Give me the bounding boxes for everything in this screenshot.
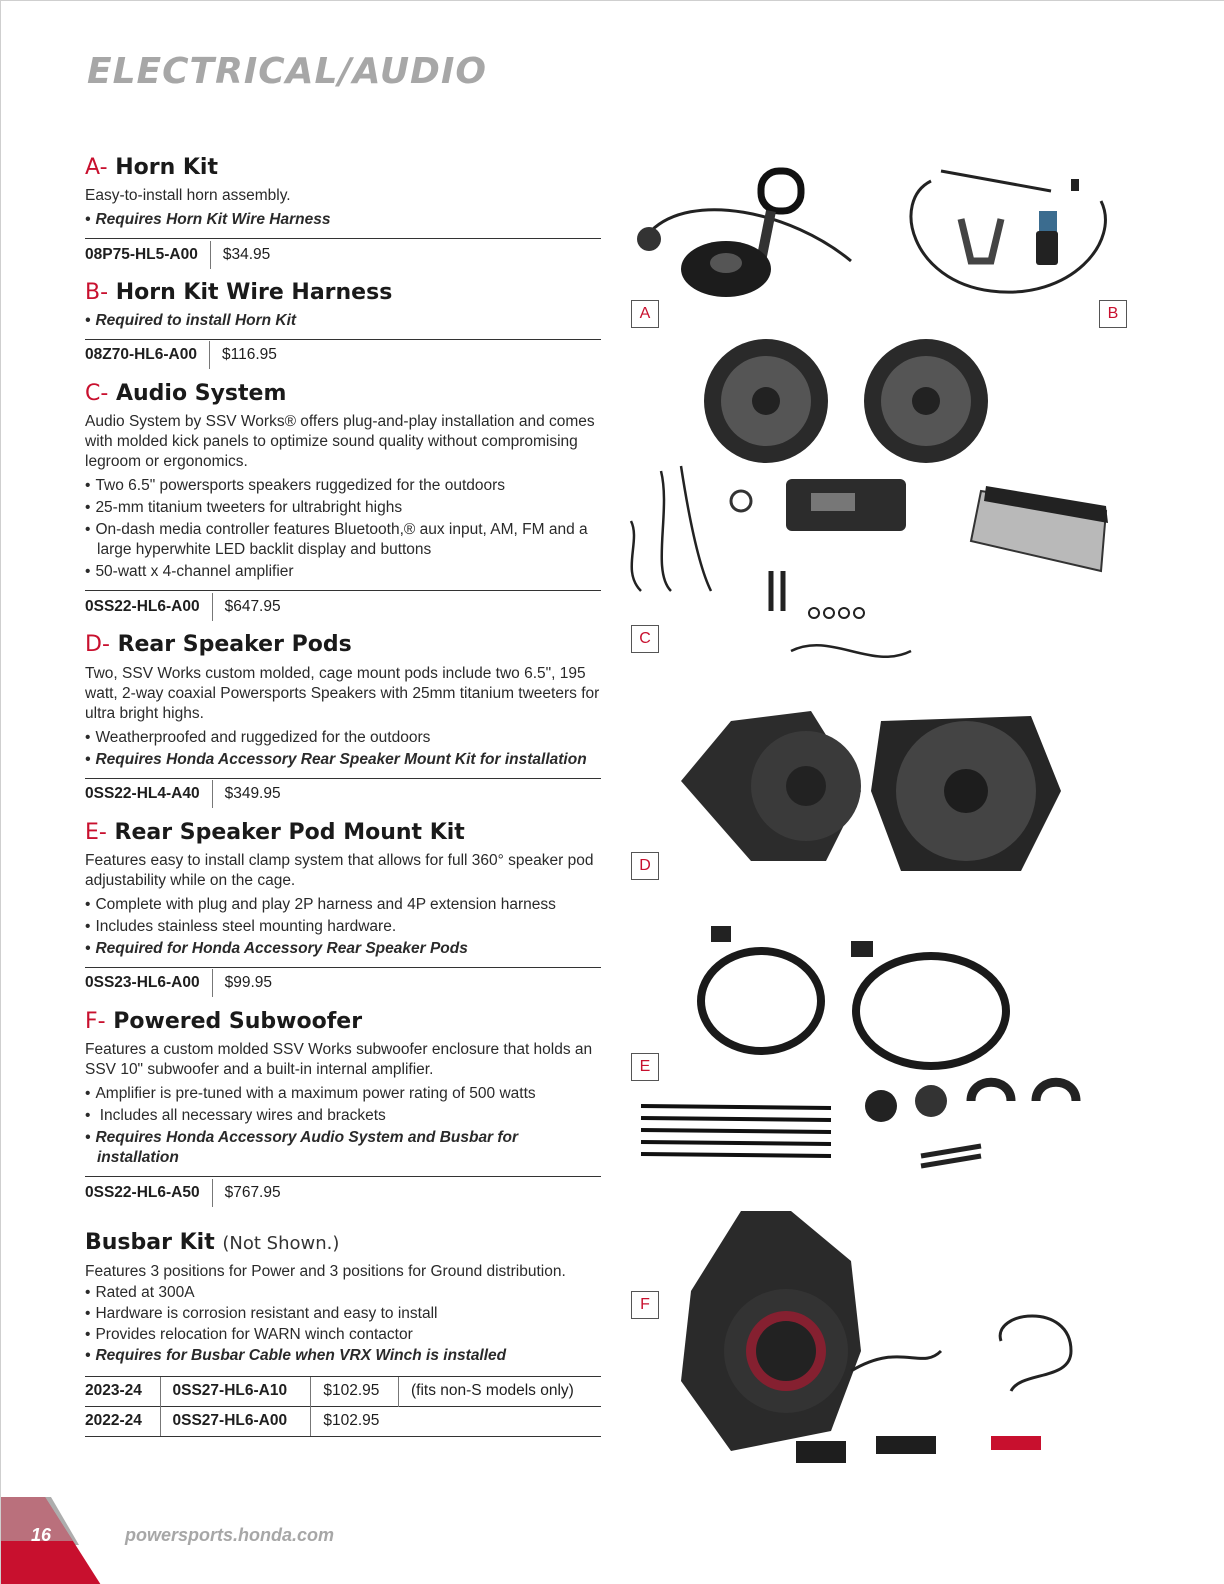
section-rear-speaker-pods: [85, 632, 601, 809]
feature-list: [85, 1283, 601, 1366]
price: $99.95: [224, 974, 272, 992]
feature-item: • Provides relocation for WARN winch contactor: [85, 1325, 601, 1345]
price: $34.95: [222, 245, 271, 263]
feature-item: • Includes stainless steel mounting hardware.: [85, 917, 601, 937]
busbar-parts-table: [85, 1376, 601, 1437]
powered-subwoofer-photo: [681, 1211, 1071, 1463]
part-row: [85, 339, 601, 371]
price: $767.95: [224, 1183, 281, 1201]
feature-item: • Required to install Horn Kit: [85, 311, 601, 331]
fitment-note: [398, 1406, 601, 1436]
model-years: 2022-24: [85, 1406, 160, 1436]
feature-list: [85, 476, 601, 582]
section-name: Powered Subwoofer: [113, 1008, 363, 1034]
image-label-a: A: [631, 300, 659, 328]
feature-item: • Rated at 300A: [85, 1283, 601, 1303]
part-number: 0SS22-HL4-A40: [85, 780, 213, 808]
section-horn-kit-wire-harness: [85, 280, 601, 370]
section-description: Features easy to install clamp system that allows for full 360° speaker pod adjustability while on the cage.: [85, 851, 594, 889]
section-title: [85, 155, 601, 181]
feature-item: • Required for Honda Accessory Rear Speaker Pods: [85, 939, 601, 959]
part-row: [85, 778, 601, 810]
feature-list: [85, 1084, 601, 1168]
product-photos: [611, 151, 1151, 1491]
section-name: Audio System: [115, 380, 287, 406]
feature-item: • Requires Honda Accessory Audio System and Busbar for installation: [85, 1128, 601, 1168]
section-rear-speaker-pod-mount-kit: [85, 820, 601, 999]
section-horn-kit: [85, 155, 601, 270]
price: $349.95: [224, 785, 281, 803]
section-letter: B-: [85, 280, 109, 306]
product-column: [85, 155, 601, 1447]
pod-mount-kit-photo: [641, 926, 1076, 1166]
part-number: 0SS22-HL6-A00: [85, 593, 213, 621]
price: $116.95: [222, 346, 277, 364]
section-name: Rear Speaker Pod Mount Kit: [114, 819, 465, 845]
price: $102.95: [311, 1406, 399, 1436]
section-busbar-kit: [85, 1230, 601, 1436]
section-letter: D-: [85, 632, 110, 658]
part-number: 0SS23-HL6-A00: [85, 969, 213, 997]
feature-item: • Amplifier is pre-tuned with a maximum power rating of 500 watts: [85, 1084, 601, 1104]
feature-item: • Requires for Busbar Cable when VRX Winch is installed: [85, 1346, 601, 1366]
section-name: Horn Kit: [115, 155, 218, 180]
page-number: 16: [31, 1525, 52, 1545]
section-title: [85, 1230, 601, 1256]
part-number: 0SS27-HL6-A10: [160, 1376, 311, 1406]
section-title: [85, 280, 601, 306]
not-shown-note: (Not Shown.): [222, 1233, 340, 1255]
feature-item: • Weatherproofed and ruggedized for the outdoors: [85, 728, 601, 748]
horn-kit-photo: [637, 171, 851, 297]
feature-item: • Complete with plug and play 2P harness and 4P extension harness: [85, 895, 601, 915]
section-letter: F-: [85, 1008, 106, 1034]
section-title: [85, 820, 601, 846]
section-letter: E-: [85, 819, 107, 845]
section-description: Two, SSV Works custom molded, cage mount pods include two 6.5", 195 watt, 2-way coaxial Powersports Speakers with 25mm titanium tweeters for ultra bright highs.: [85, 664, 600, 722]
feature-list: [85, 311, 601, 331]
price: $647.95: [224, 597, 281, 615]
image-label-f: F: [631, 1291, 659, 1319]
image-label-d: D: [631, 852, 659, 880]
part-row: [85, 967, 601, 999]
feature-item: • Includes all necessary wires and brackets: [85, 1106, 601, 1126]
section-letter: A-: [85, 155, 108, 180]
feature-item: • Requires Honda Accessory Rear Speaker Mount Kit for installation: [85, 750, 601, 770]
part-number: 0SS22-HL6-A50: [85, 1179, 213, 1207]
price: $102.95: [311, 1376, 399, 1406]
feature-item: • Requires Horn Kit Wire Harness: [85, 210, 601, 230]
feature-list: [85, 210, 601, 230]
section-title: [85, 381, 601, 407]
page-title: ELECTRICAL/AUDIO: [87, 51, 487, 92]
part-row: [85, 238, 601, 270]
section-title: [85, 632, 601, 658]
feature-item: • Hardware is corrosion resistant and easy to install: [85, 1304, 601, 1324]
table-row: [85, 1406, 601, 1436]
section-description: Features a custom molded SSV Works subwoofer enclosure that holds an SSV 10" subwoofer and a built-in internal amplifier.: [85, 1041, 593, 1079]
image-label-b: B: [1099, 300, 1127, 328]
part-number: 08Z70-HL6-A00: [85, 341, 210, 369]
feature-item: • 25-mm titanium tweeters for ultrabright highs: [85, 498, 601, 518]
part-number: 08P75-HL5-A00: [85, 241, 211, 269]
part-number: 0SS27-HL6-A00: [160, 1406, 311, 1436]
section-description: Audio System by SSV Works® offers plug-and-play installation and comes with molded kick panels to optimize sound quality without compromising legroom or ergonomics.: [85, 413, 595, 471]
website-link[interactable]: powersports.honda.com: [125, 1525, 335, 1545]
rear-speaker-pods-photo: [681, 711, 1061, 871]
section-name: Rear Speaker Pods: [117, 632, 352, 658]
audio-system-photo: [631, 339, 1108, 657]
feature-item: • 50-watt x 4-channel amplifier: [85, 562, 601, 582]
image-label-e: E: [631, 1053, 659, 1081]
section-name: Horn Kit Wire Harness: [115, 280, 393, 306]
section-name: Busbar Kit: [85, 1230, 215, 1256]
footer-corner-graphic: [1, 1497, 141, 1584]
feature-list: [85, 895, 601, 959]
table-row: [85, 1376, 601, 1406]
section-description: Features 3 positions for Power and 3 positions for Ground distribution.: [85, 1262, 566, 1280]
section-title: [85, 1009, 601, 1035]
fitment-note: (fits non-S models only): [398, 1376, 601, 1406]
section-letter: C-: [85, 380, 109, 406]
part-row: [85, 1176, 601, 1208]
model-years: 2023-24: [85, 1376, 160, 1406]
feature-list: [85, 728, 601, 770]
feature-item: • On-dash media controller features Bluetooth,® aux input, AM, FM and a large hyperwhite LED backlit display and buttons: [85, 520, 601, 560]
section-audio-system: [85, 381, 601, 622]
image-label-c: C: [631, 625, 659, 653]
section-description: Easy-to-install horn assembly.: [85, 187, 291, 205]
feature-item: • Two 6.5" powersports speakers ruggedized for the outdoors: [85, 476, 601, 496]
part-row: [85, 590, 601, 622]
horn-wire-harness-photo: [911, 171, 1105, 292]
section-powered-subwoofer: [85, 1009, 601, 1208]
